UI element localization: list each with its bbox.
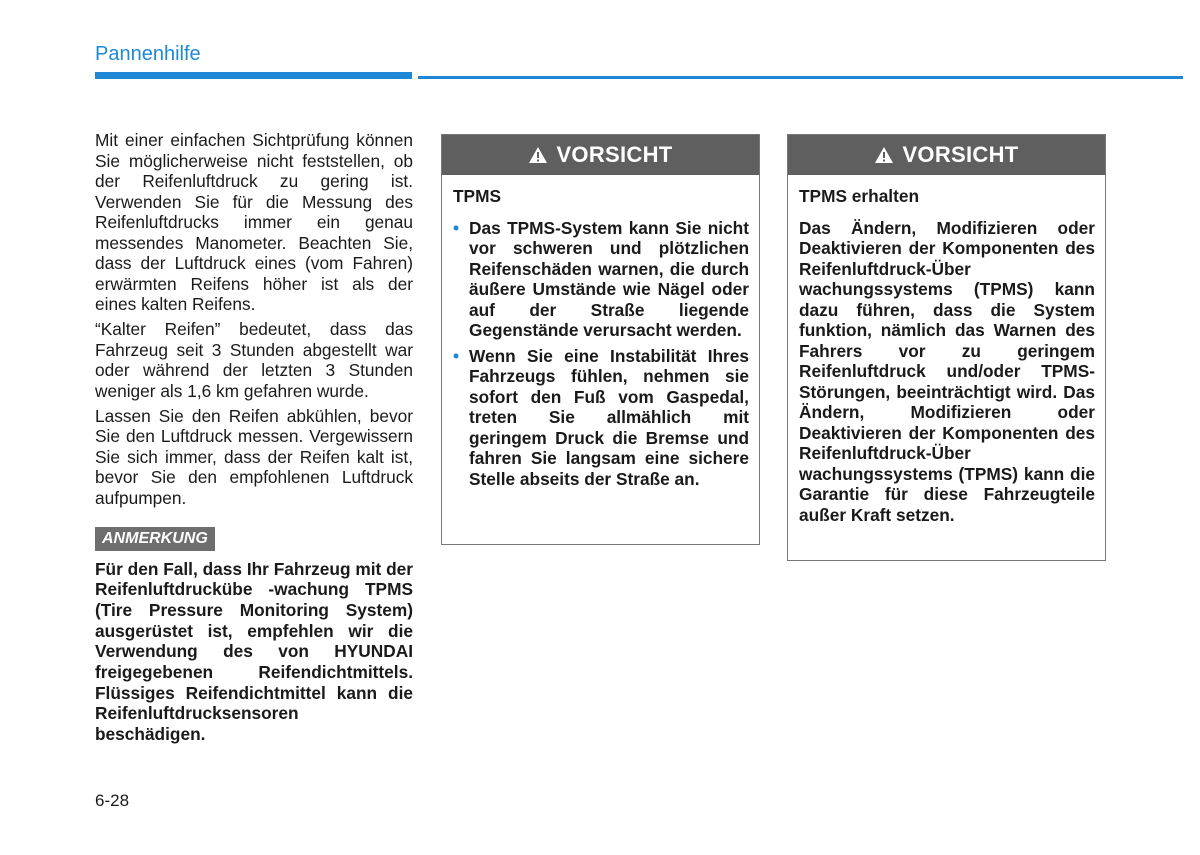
caution-box-tpms-maintain — [787, 134, 1106, 561]
left-column — [95, 130, 413, 745]
caution-title: TPMS — [453, 186, 502, 206]
caution-header — [788, 135, 1105, 175]
warning-triangle-icon — [874, 146, 894, 164]
caution-body — [788, 175, 1105, 537]
caution-heading: VORSICHT — [556, 142, 673, 167]
note-text: Für den Fall, dass Ihr Fahrzeug mit der Reifenluftdruckübe -wachung TPMS (Tire Pressure Monitoring System) ausgerüstet ist, empfehlen wir die Verwendung des von HYUNDAI freigegebenen Reifendichtmittels. Flüssiges Reifendichtmittel kann die Reifenluftdrucksensoren beschädigen. — [95, 558, 413, 745]
warning-triangle-icon — [528, 146, 548, 164]
caution-box-tpms — [441, 134, 760, 545]
caution-header — [442, 135, 759, 175]
caution-heading: VORSICHT — [902, 142, 1019, 167]
paragraph-visual-check: Mit einer einfachen Sichtprüfung können Sie möglicherweise nicht feststellen, ob der Reifenluftdruck zu gering ist. Verwenden Sie für die Messung des Reifenluftdrucks immer ein genau messendes Manometer. Beachten Sie, dass der Luftdruck eines (vom Fahren) erwärmten Reifens höher ist als der eines kalten Reifens. — [95, 130, 413, 314]
bullet-text: Wenn Sie eine Instabilität Ihres Fahrzeugs fühlen, nehmen sie sofort den Fuß vom Gaspedal, treten Sie allmählich mit geringem Druck die Bremse und fahren Sie langsam eine sichere Stelle abseits der Straße an. — [469, 345, 749, 489]
bullet-icon: • — [453, 345, 460, 366]
paragraph-cold-tire: “Kalter Reifen” bedeutet, dass das Fahrzeug seit 3 Stunden abgestellt war oder während der letzten 3 Stunden weniger als 1,6 km gefahren wurde. — [95, 319, 413, 401]
header-rule-thin — [418, 76, 1183, 79]
bullet-text: Das TPMS-System kann Sie nicht vor schweren und plötzlichen Reifenschäden warnen, die durch äußere Umstände wie Nägel oder auf der Straße liegende Gegenstände verursacht werden. — [469, 217, 749, 340]
list-item — [453, 218, 749, 341]
page-number: 6-28 — [95, 791, 130, 810]
header-rule-thick — [95, 72, 412, 79]
section-title: Pannenhilfe — [95, 43, 201, 65]
caution-body — [442, 175, 759, 506]
bullet-icon: • — [453, 217, 460, 238]
list-item — [453, 346, 749, 490]
paragraph-cool-down: Lassen Sie den Reifen abkühlen, bevor Sie den Luftdruck messen. Vergewissern Sie sich immer, dass der Reifen kalt ist, bevor Sie den empfohlenen Luftdruck aufpumpen. — [95, 405, 413, 508]
caution-text: Das Ändern, Modifizieren oder Deaktivieren der Komponenten des Reifenluftdruck-Über wachungssystems (TPMS) kann dazu führen, dass die System funktion, nämlich das Warnen des Fahrers vor zu geringem Reifenluftdruck und/oder TPMS-Störungen, beeinträchtigt wird. Das Ändern, Modifizieren oder Deaktivieren der Komponenten des Reifenluftdruck-Über wachungssystems (TPMS) kann die Garantie für diese Fahrzeugteile außer Kraft setzen. — [799, 217, 1095, 525]
note-badge: ANMERKUNG — [95, 527, 215, 551]
caution-title: TPMS erhalten — [799, 186, 920, 206]
